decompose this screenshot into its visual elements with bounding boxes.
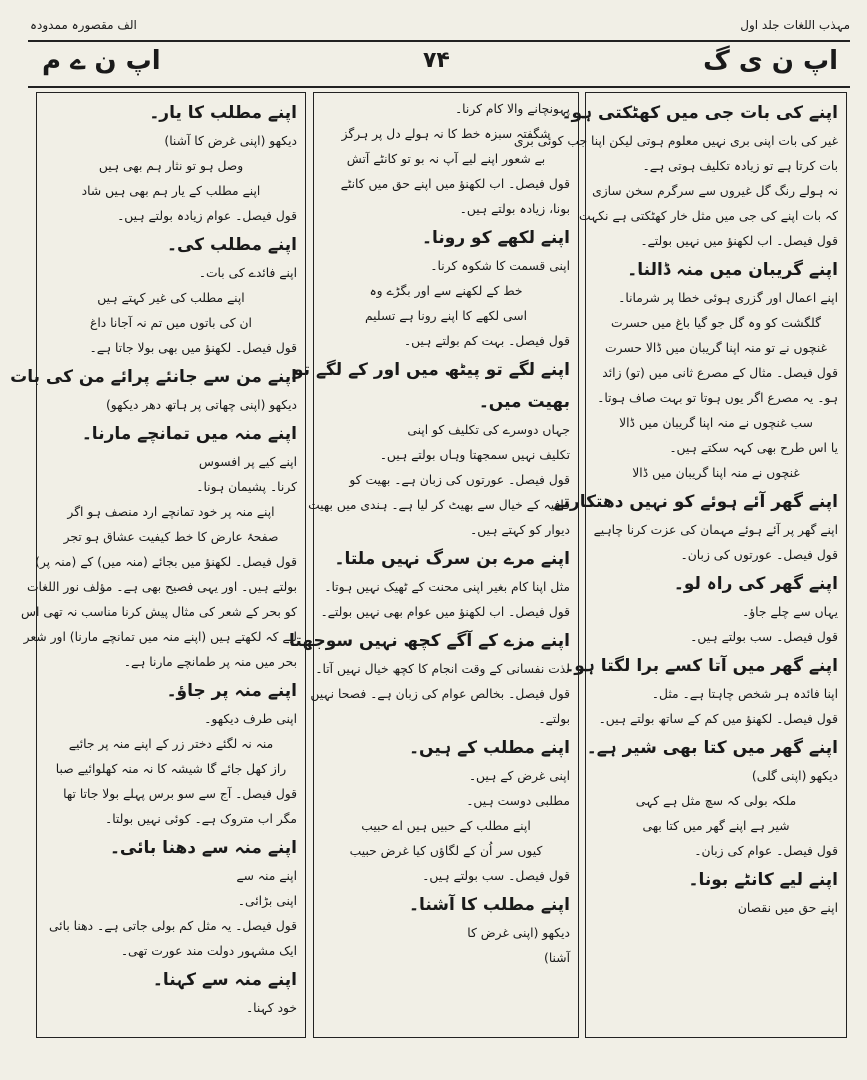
entry-text-line: کو بحر کے شعر کی مثال پیش کرنا مناسب نہ تھی اس bbox=[21, 605, 297, 619]
header-bottom-rule bbox=[28, 86, 850, 88]
entry-text-line: اپنے اعمال اور گزری ہوئی خطا پر شرمانا۔ bbox=[618, 291, 838, 305]
entry-text-line: قول فیصل۔ عوام کی زبان۔ bbox=[694, 844, 838, 858]
column-middle bbox=[288, 92, 579, 1038]
entry-text-line: اپنی بڑائی۔ bbox=[237, 894, 297, 908]
entry-text-line: تکلیف نہیں سمجھتا وہاں بولتے ہیں۔ bbox=[379, 448, 570, 462]
verse-line: وصل ہو تو نثار ہم بھی ہیں bbox=[98, 159, 244, 173]
entry-text-line: قول فیصل۔ بخالص عوام کی زبان ہے۔ فصحا نہیں bbox=[310, 687, 570, 701]
entry-text-line: اپنے گھر پر آئے ہوئے مہمان کی عزت کرنا چاہیے bbox=[593, 523, 838, 537]
verse-line: غنچوں نے منہ اپنا گریبان میں ڈالا bbox=[632, 466, 800, 480]
entry-text-line: قول فیصل۔ اب لکھنؤ میں اپنے حق میں کانٹے bbox=[340, 177, 570, 191]
entry-text-line: قول فیصل۔ بہت کم بولتے ہیں۔ bbox=[403, 334, 570, 348]
entry-headword: اپنے مرے بن سرگ نہیں ملتا۔ bbox=[334, 549, 570, 569]
entry-text-line: قول فیصل۔ لکھنؤ میں بجائے (منہ میں) کے (منہ پر) bbox=[35, 555, 297, 569]
verse-line: سب غنچوں نے منہ اپنا گریبان میں ڈالا bbox=[619, 416, 813, 430]
entry-text-line: قول فیصل۔ عورتوں کی زبان۔ bbox=[680, 548, 838, 562]
entry-text-line: بولتے ہیں۔ اور یہی فصیح بھی ہے۔ مؤلف نور اللغات bbox=[26, 580, 297, 594]
entry-text-line: یہاں سے چلے جاؤ۔ bbox=[741, 605, 838, 619]
entry-text-line: قول فیصل۔ اب لکھنؤ میں نہیں بولتے۔ bbox=[640, 234, 838, 248]
entry-text-line: لذت نفسانی کے وقت انجام کا کچھ خیال نہیں آتا۔ bbox=[315, 662, 570, 676]
entry-headword: اپنے گھر میں آتا کسے برا لگتا ہو۔ bbox=[564, 656, 838, 676]
entry-text-line: اپنا فائدہ ہر شخص چاہتا ہے۔ مثل۔ bbox=[651, 687, 838, 701]
verse-line: ان کی باتوں میں تم نہ آجانا داغ bbox=[90, 316, 252, 330]
verse-line: ملکہ بولی کہ سچ مثل ہے کہی bbox=[635, 794, 797, 808]
page-number: ۷۴ bbox=[423, 48, 450, 73]
entry-headword: اپنے مزے کے آگے کچھ نہیں سوجھتا bbox=[288, 631, 570, 651]
entry-headword: بھیت میں۔ bbox=[478, 392, 570, 412]
entry-text-line: اپنے فائدے کی بات۔ bbox=[198, 266, 297, 280]
entry-text-line: کرنا۔ پشیمان ہونا۔ bbox=[196, 480, 297, 494]
entry-text-line: اپنی قسمت کا شکوہ کرنا۔ bbox=[430, 259, 570, 273]
verse-line: منہ نہ لگئے دختر زر کے اپنے منہ پر جائیے bbox=[68, 737, 274, 751]
entry-text-line: جہاں دوسرے کی تکلیف کو اپنی bbox=[407, 423, 570, 437]
entry-headword: اپنے کی بات جی میں کھٹکتی ہو۔ bbox=[561, 103, 838, 123]
verse-line: صفحۂ عارض کا خط کیفیت عشاق ہو تجر bbox=[63, 530, 279, 544]
entry-text-line: قول فیصل۔ لکھنؤ میں بھی بولا جاتا ہے۔ bbox=[89, 341, 297, 355]
verse-line: نہ ہولے رنگ گل غیروں سے سرگرم سخن سازی bbox=[592, 184, 838, 198]
verse-line: غنچوں نے تو منہ اپنا گریبان میں ڈالا حسرت bbox=[605, 341, 827, 355]
entry-headword: اپنے گھر آئے ہوئے کو نہیں دھتکارتے bbox=[553, 492, 838, 512]
running-head bbox=[30, 12, 850, 38]
entry-text-line: دیکھو (اپنی غرض کا آشنا) bbox=[164, 134, 297, 148]
entry-headword: اپنے گھر کی راہ لو۔ bbox=[673, 574, 838, 594]
verse-line: گلگشت کو وہ گل جو گیا باغ میں حسرت bbox=[611, 316, 821, 330]
verse-line: کیوں سر اُن کے لگاؤں کیا غرض حبیب bbox=[349, 844, 543, 858]
verse-line: اسی لکھے کا اپنے رونا ہے تسلیم bbox=[364, 309, 527, 323]
entry-text-line: مثل اپنا کام بغیر اپنی محنت کے ٹھیک نہیں ہوتا۔ bbox=[324, 580, 570, 594]
entry-text-line: قول فیصل۔ عوام زیادہ بولتے ہیں۔ bbox=[117, 209, 297, 223]
entry-text-line: اپنے حق میں نقصان bbox=[737, 901, 838, 915]
entry-text-line: بونا، زیادہ بولتے ہیں۔ bbox=[459, 202, 570, 216]
entry-headword: اپنے مطلب کے ہیں۔ bbox=[409, 738, 570, 758]
column-left bbox=[10, 92, 306, 1038]
entry-text-line: دیکھو (اپنی گلی) bbox=[751, 769, 838, 783]
entry-text-line: دیکھو (اپنی چھاتی پر ہاتھ دھر دیکھو) bbox=[105, 398, 297, 412]
entry-text-line: قول فیصل۔ اب لکھنؤ میں عوام بھی نہیں بولتے۔ bbox=[320, 605, 570, 619]
header-band bbox=[28, 42, 850, 86]
verse-line: راز کھل جائے گا شیشہ کا نہ منہ کھلوائیے صبا bbox=[55, 762, 287, 776]
entry-text-line: مطلبی دوست ہیں۔ bbox=[466, 794, 570, 808]
entry-headword: اپنے مطلب کا یار۔ bbox=[149, 103, 297, 123]
entry-text-line: بات کرتا ہے تو زیادہ تکلیف ہوتی ہے۔ bbox=[642, 159, 838, 173]
entry-text-line: قول فیصل۔ سب بولتے ہیں۔ bbox=[690, 630, 838, 644]
entry-text-line: دیکھو (اپنی غرض کا bbox=[467, 926, 570, 940]
verse-line: شگفتہ سبزہ خط کا نہ ہولے دل پر ہرگز bbox=[341, 127, 551, 141]
entry-headword: اپنے من سے جانئے پرائے من کی بات bbox=[10, 367, 297, 387]
entry-text-line: اپنی غرض کے ہیں۔ bbox=[468, 769, 570, 783]
verse-line: کہ بات اپنے کی جی میں مثل خار کھٹکتی ہے نکہت bbox=[578, 209, 838, 223]
entry-text-line: بولتے۔ bbox=[538, 712, 570, 726]
entry-text-line: خود کہنا۔ bbox=[245, 1001, 297, 1015]
entry-headword: اپنے لکھے کو رونا۔ bbox=[422, 228, 570, 248]
header-left-headword: اپ ن ے م bbox=[42, 46, 161, 76]
entry-headword: اپنے گریبان میں منہ ڈالنا۔ bbox=[627, 260, 838, 280]
entry-headword: اپنے گھر میں کتا بھی شیر ہے۔ bbox=[586, 738, 838, 758]
running-head-right: مہذب اللغات جلد اول bbox=[740, 18, 850, 32]
entry-text-line: قول فیصل۔ مثال کے مصرع ثانی میں (تو) زائد bbox=[602, 366, 838, 380]
entry-text-line: اپنے منہ سے bbox=[236, 869, 297, 883]
entry-headword: اپنے منہ سے دھنا بائی۔ bbox=[109, 838, 297, 858]
entry-text-line: قول فیصل۔ لکھنؤ میں کم کے ساتھ بولتے ہیں۔ bbox=[598, 712, 838, 726]
header-right-headword: اپ ن ی گ bbox=[703, 46, 838, 76]
verse-line: اپنے مطلب کے یار ہم بھی ہیں شاد bbox=[81, 184, 261, 198]
entry-text-line: آشنا) bbox=[544, 951, 570, 965]
entry-text-line: قول فیصل۔ عورتوں کی زبان ہے۔ بھیت کو bbox=[349, 473, 570, 487]
verse-line: خط کے لکھنے سے اور بگڑے وہ bbox=[369, 284, 523, 298]
verse-line: اپنے مطلب کے حبیں ہیں اے حبیب bbox=[361, 819, 531, 833]
entry-text-line: غیر کی بات اپنی بری نہیں معلوم ہوتی لیکن اپنا جب کوئی بری bbox=[513, 134, 838, 148]
verse-line: اپنے منہ پر خود تمانچے ارد منصف ہو اگر bbox=[67, 505, 275, 519]
entry-headword: اپنے منہ سے کہنا۔ bbox=[152, 970, 297, 990]
entry-headword: اپنے مطلب کی۔ bbox=[166, 235, 297, 255]
entry-text-line: ہو۔ یہ مصرع اگر یوں ہوتا تو بہت صاف ہوتا۔ bbox=[597, 391, 838, 405]
verse-line: بے شعور اپنے لیے آپ نہ بو تو کانٹے آتش bbox=[346, 152, 546, 166]
entry-text-line: قول فیصل۔ آج سے سو برس پہلے بولا جاتا تھا bbox=[63, 787, 297, 801]
running-head-left: الف مقصورہ ممدودہ bbox=[30, 18, 137, 32]
entry-headword: اپنے لیے کانٹے بونا۔ bbox=[688, 870, 838, 890]
entry-headword: اپنے مطلب کا آشنا۔ bbox=[409, 895, 570, 915]
entry-text-line: اپنی طرف دیکھو۔ bbox=[204, 712, 297, 726]
entry-text-line: قافیہ کے خیال سے بھیٹ کر لیا ہے۔ ہندی میں بھیت bbox=[308, 498, 570, 512]
verse-line: اپنے مطلب کی غیر کہتے ہیں bbox=[97, 291, 245, 305]
entry-headword: اپنے منہ پر جاؤ۔ bbox=[166, 681, 297, 701]
entry-text-line: اپنے کیے پر افسوس bbox=[198, 455, 297, 469]
entry-headword: اپنے منہ میں تمانچے مارنا۔ bbox=[81, 424, 297, 444]
entry-text-line: لیے کہ لکھتے ہیں (اپنے منہ میں تمانچے مارنا) اور شعر bbox=[23, 630, 297, 644]
entry-text-line: قول فیصل۔ یہ مثل کم بولی جاتی ہے۔ دھنا بائی bbox=[48, 919, 297, 933]
entry-text-line: پہونچانے والا کام کرنا۔ bbox=[454, 102, 570, 116]
entry-text-line: یا اس طرح بھی کہہ سکتے ہیں۔ bbox=[669, 441, 838, 455]
verse-line: شیر ہے اپنے گھر میں کتا بھی bbox=[642, 819, 790, 833]
entry-text-line: دیوار کو کہتے ہیں۔ bbox=[470, 523, 570, 537]
entry-text-line: بحر میں منہ پر طمانچے مارنا ہے۔ bbox=[123, 655, 297, 669]
entry-headword: اپنے لگے تو پیٹھ میں اور کے لگے تو bbox=[292, 360, 570, 380]
entry-text-line: ایک مشہور دولت مند عورت تھی۔ bbox=[120, 944, 297, 958]
entry-text-line: مگر اب متروک ہے۔ کوئی نہیں بولتا۔ bbox=[104, 812, 297, 826]
entry-text-line: قول فیصل۔ سب بولتے ہیں۔ bbox=[422, 869, 570, 883]
